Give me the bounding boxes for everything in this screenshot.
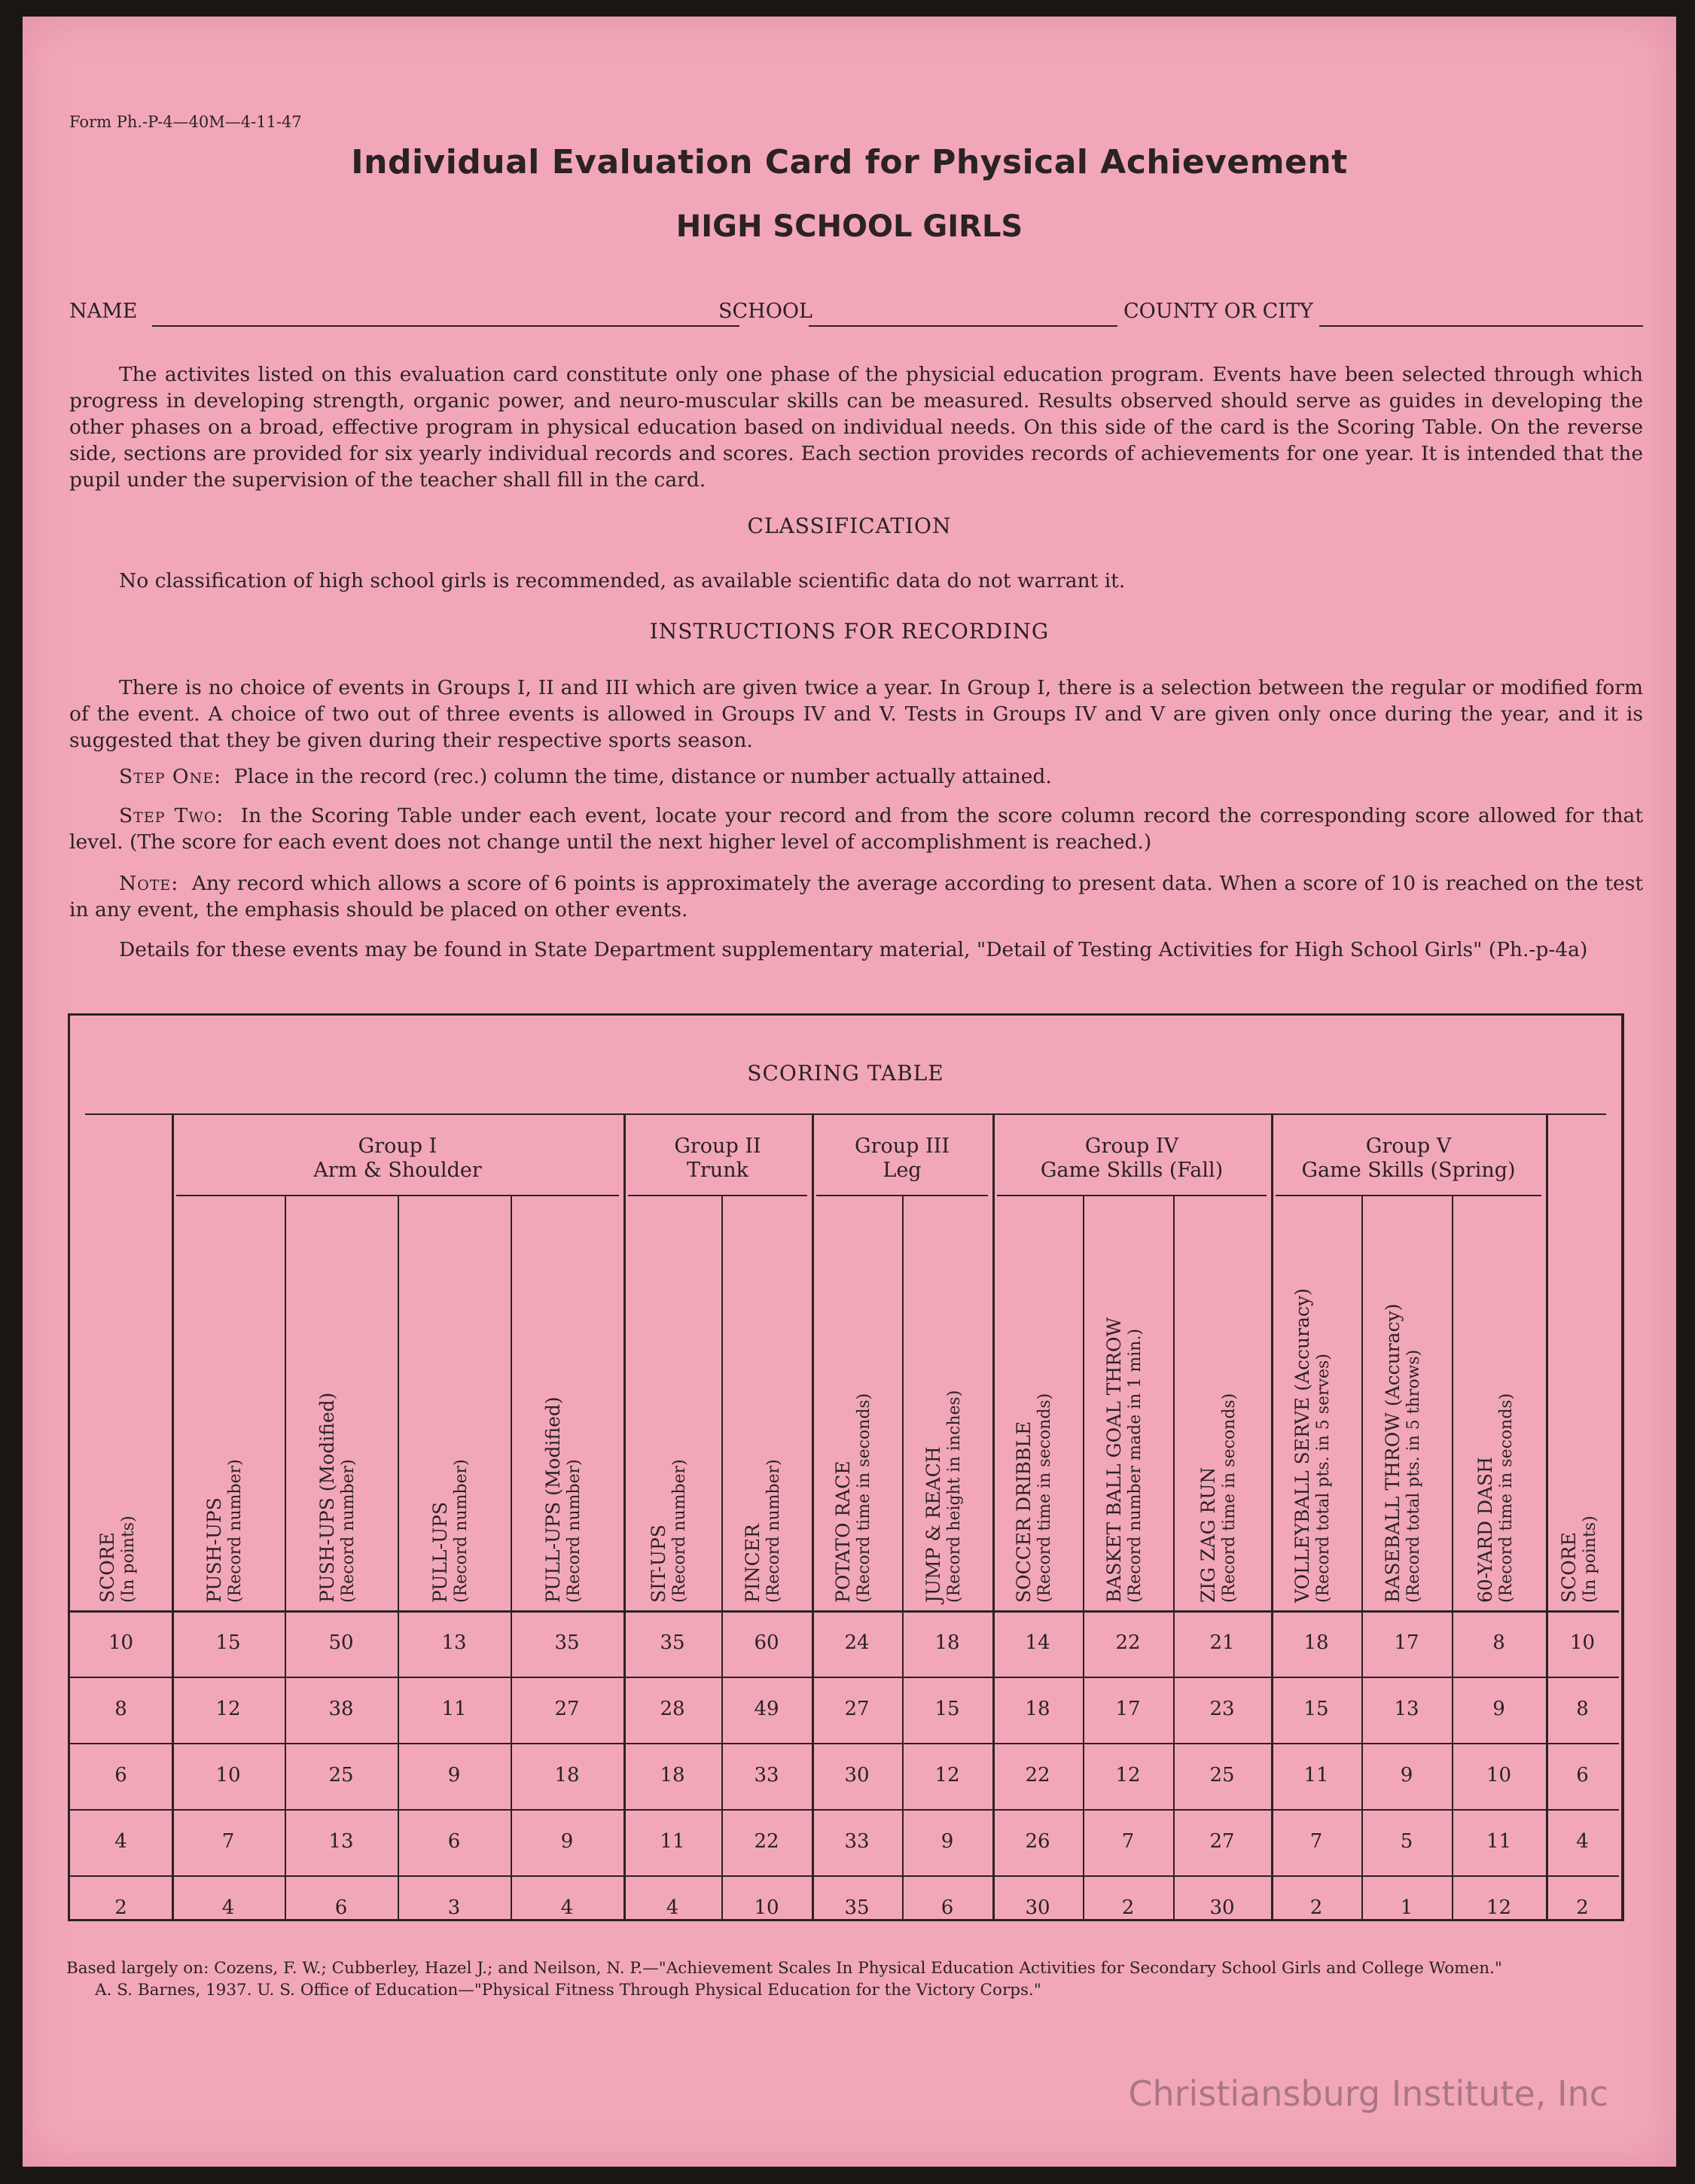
form-number: Form Ph.-P-4—40M—4-11-47 <box>69 113 302 131</box>
column-rule <box>172 1113 174 1919</box>
record-cell: 11 <box>1486 1830 1512 1853</box>
step-two <box>69 803 1643 855</box>
column-unit: (Record number) <box>339 1459 358 1603</box>
record-cell: 7 <box>221 1830 235 1853</box>
record-cell: 12 <box>934 1764 960 1786</box>
record-cell: 50 <box>328 1631 354 1654</box>
row-rule <box>70 1809 1619 1811</box>
instructions-text: There is no choice of events in Groups I, II and III which are given twice a year. In Group I, there is a selection between the regular or modified form of the event. A choice of two out of three events is allowed in Groups IV and V. Tests in Groups IV and V are given only once during the year, and it is suggested that they be given during their respective sports season. <box>69 676 1643 752</box>
record-cell: 18 <box>660 1764 685 1786</box>
record-cell: 24 <box>844 1631 870 1654</box>
column-header <box>1559 1196 1619 1603</box>
column-header <box>430 1196 490 1603</box>
note-text: Any record which allows a score of 6 points is approximately the average according to present data. When a score of 10 is reached on the test in any event, the emphasis should be placed on other events. <box>69 872 1643 921</box>
column-name: BASKET BALL GOAL THROW <box>1103 1317 1125 1603</box>
record-cell: 25 <box>1209 1764 1235 1786</box>
group-name: Group V <box>1365 1135 1452 1158</box>
score-cell: 4 <box>114 1830 127 1853</box>
school-label: SCHOOL <box>718 300 812 323</box>
record-cell: 6 <box>334 1896 348 1919</box>
column-unit: (Record number made in 1 min.) <box>1126 1328 1145 1603</box>
row-rule <box>70 1677 1619 1678</box>
score-cell: 10 <box>1569 1631 1596 1654</box>
column-name: PULL-UPS <box>429 1501 451 1603</box>
step-one-label: Step One: <box>119 765 222 788</box>
column-header <box>543 1196 603 1603</box>
column-header <box>1198 1196 1258 1603</box>
scoring-table <box>68 1013 1624 1921</box>
group-name: Group II <box>674 1135 761 1158</box>
column-name: SCORE <box>1557 1532 1580 1603</box>
classification-text: No classification of high school girls is recommended, as available scientific data do not warrant it. <box>119 569 1126 592</box>
record-cell: 9 <box>1492 1698 1505 1720</box>
column-name: ZIG ZAG RUN <box>1197 1467 1219 1603</box>
record-cell: 35 <box>554 1631 580 1654</box>
record-cell: 27 <box>1209 1830 1235 1853</box>
step-one <box>69 763 1643 790</box>
row-rule <box>70 1743 1619 1744</box>
column-header <box>742 1196 803 1603</box>
group-header <box>992 1135 1271 1183</box>
column-header <box>204 1196 264 1603</box>
record-cell: 10 <box>1486 1764 1512 1786</box>
score-cell: 6 <box>1576 1764 1589 1786</box>
score-cell: 10 <box>108 1631 134 1654</box>
record-cell: 7 <box>1121 1830 1135 1853</box>
record-cell: 10 <box>215 1764 241 1786</box>
record-cell: 33 <box>754 1764 779 1786</box>
column-header <box>1383 1196 1443 1603</box>
page-title: Individual Evaluation Card for Physical Achievement <box>351 143 1348 181</box>
footnote-line-2: A. S. Barnes, 1937. U. S. Office of Education—"Physical Fitness Through Physical Education for the Victory Corps." <box>95 1981 1041 2000</box>
record-cell: 30 <box>844 1764 870 1786</box>
group-header <box>623 1135 812 1183</box>
record-cell: 27 <box>844 1698 870 1720</box>
note-label: Note: <box>119 872 179 895</box>
column-unit: (Record number) <box>764 1459 783 1603</box>
column-unit: (Record number) <box>226 1459 245 1603</box>
group-category: Leg <box>883 1159 922 1182</box>
details-text: Details for these events may be found in State Department supplementary material, "Detail of Testing Activities for High School Girls" (Ph.-p-4a) <box>119 938 1588 961</box>
column-name: SOCCER DRIBBLE <box>1013 1421 1035 1603</box>
record-cell: 26 <box>1025 1830 1050 1853</box>
record-cell: 12 <box>1486 1896 1512 1919</box>
record-cell: 6 <box>940 1896 954 1919</box>
group-category: Game Skills (Fall) <box>1040 1159 1224 1182</box>
record-cell: 49 <box>754 1698 779 1720</box>
record-cell: 9 <box>447 1764 461 1786</box>
score-cell: 6 <box>114 1764 127 1786</box>
column-rule <box>992 1113 995 1919</box>
group-category: Arm & Shoulder <box>313 1159 482 1182</box>
record-cell: 6 <box>447 1830 461 1853</box>
column-header <box>648 1196 709 1603</box>
record-cell: 12 <box>215 1698 241 1720</box>
record-cell: 4 <box>666 1896 679 1919</box>
column-rule <box>623 1113 626 1919</box>
column-name: POTATO RACE <box>832 1461 854 1603</box>
student-fields <box>69 300 1643 330</box>
record-cell: 14 <box>1025 1631 1050 1654</box>
column-unit: (Record time in seconds) <box>855 1393 873 1603</box>
record-cell: 18 <box>1303 1631 1329 1654</box>
group-name: Group III <box>855 1135 950 1158</box>
step-two-label: Step Two: <box>119 804 224 827</box>
column-name: PUSH-UPS (Modified) <box>316 1392 338 1603</box>
record-cell: 35 <box>844 1896 870 1919</box>
table-title-rule <box>85 1113 1606 1115</box>
record-cell: 35 <box>660 1631 685 1654</box>
row-rule <box>70 1875 1619 1877</box>
column-name: BASEBALL THROW (Accuracy) <box>1382 1303 1404 1603</box>
group-name: Group IV <box>1084 1135 1179 1158</box>
record-cell: 9 <box>1400 1764 1413 1786</box>
record-cell: 4 <box>560 1896 574 1919</box>
record-cell: 13 <box>441 1631 467 1654</box>
record-cell: 23 <box>1209 1698 1235 1720</box>
score-cell: 8 <box>1576 1698 1589 1720</box>
step-two-text: In the Scoring Table under each event, locate your record and from the score column record the corresponding score allowed for that level. (The score for each event does not change until the next higher level of accomplishment is reached.) <box>69 804 1643 854</box>
record-cell: 60 <box>754 1631 779 1654</box>
column-name: PULL-UPS (Modified) <box>542 1397 564 1603</box>
footnote-line-1: Based largely on: Cozens, F. W.; Cubberley, Hazel J.; and Neilson, N. P.—"Achievement Scales In Physical Education Activities for Secondary School Girls and College Women." <box>66 1959 1502 1978</box>
record-cell: 2 <box>1121 1896 1135 1919</box>
score-cell: 4 <box>1576 1830 1589 1853</box>
scoring-table-title: SCORING TABLE <box>747 1061 944 1086</box>
record-cell: 28 <box>660 1698 685 1720</box>
column-name: 60-YARD DASH <box>1474 1457 1496 1603</box>
record-cell: 22 <box>1025 1764 1050 1786</box>
score-cell: 8 <box>114 1698 127 1720</box>
record-cell: 30 <box>1025 1896 1050 1919</box>
column-header <box>317 1196 377 1603</box>
score-cell: 2 <box>114 1896 127 1919</box>
page-subtitle: HIGH SCHOOL GIRLS <box>675 209 1023 244</box>
step-one-text: Place in the record (rec.) column the time, distance or number actually attained. <box>233 765 1052 788</box>
name-label: NAME <box>69 300 138 323</box>
column-header <box>923 1196 983 1603</box>
record-cell: 22 <box>754 1830 779 1853</box>
record-cell: 17 <box>1394 1631 1419 1654</box>
column-header <box>1014 1196 1074 1603</box>
record-cell: 10 <box>754 1896 779 1919</box>
record-cell: 15 <box>934 1698 960 1720</box>
record-cell: 18 <box>1025 1698 1050 1720</box>
record-cell: 11 <box>660 1830 685 1853</box>
column-rule <box>812 1113 814 1919</box>
column-unit: (Record height in inches) <box>945 1390 964 1603</box>
record-cell: 18 <box>554 1764 580 1786</box>
column-header <box>833 1196 893 1603</box>
column-unit: (In points) <box>1580 1515 1599 1603</box>
record-cell: 4 <box>221 1896 235 1919</box>
column-header <box>1475 1196 1535 1603</box>
record-cell: 15 <box>215 1631 241 1654</box>
group-category: Trunk <box>686 1159 749 1182</box>
column-name: VOLLEYBALL SERVE (Accuracy) <box>1291 1288 1313 1603</box>
record-cell: 18 <box>934 1631 960 1654</box>
group-header <box>172 1135 623 1183</box>
column-rule <box>1271 1113 1273 1919</box>
record-cell: 9 <box>560 1830 574 1853</box>
score-cell: 2 <box>1576 1896 1589 1919</box>
record-cell: 33 <box>844 1830 870 1853</box>
column-unit: (Record time in seconds) <box>1035 1393 1054 1603</box>
record-cell: 22 <box>1115 1631 1141 1654</box>
record-cell: 38 <box>328 1698 354 1720</box>
record-cell: 13 <box>328 1830 354 1853</box>
column-unit: (Record number) <box>565 1459 584 1603</box>
record-cell: 9 <box>940 1830 954 1853</box>
county-field[interactable] <box>1319 325 1643 327</box>
column-name: SCORE <box>96 1532 118 1603</box>
record-cell: 1 <box>1400 1896 1413 1919</box>
record-cell: 25 <box>328 1764 354 1786</box>
column-name: SIT-UPS <box>648 1525 669 1603</box>
instructions-heading: INSTRUCTIONS FOR RECORDING <box>649 619 1050 644</box>
group-header <box>1271 1135 1546 1183</box>
record-cell: 5 <box>1400 1830 1413 1853</box>
intro-paragraph: The activites listed on this evaluation card constitute only one phase of the physicial education program. Events have been selected through which progress in developing strength, organic power, and neuro-muscular skills can be measured. Results observed should serve as guides in developing the other phases on a broad, effective program in physical education based on individual needs. On this side of the card is the Scoring Table. On the reverse side, sections are provided for six yearly individual records and scores. Each section provides records of achievements for one year. It is intended that the pupil under the supervision of the teacher shall fill in the card. <box>69 363 1643 492</box>
header-bottom-rule <box>70 1610 1619 1613</box>
group-name: Group I <box>358 1135 437 1158</box>
record-cell: 27 <box>554 1698 580 1720</box>
column-name: JUMP & REACH <box>922 1446 944 1603</box>
group-category: Game Skills (Spring) <box>1301 1159 1516 1182</box>
column-rule <box>1546 1113 1548 1919</box>
record-cell: 11 <box>441 1698 467 1720</box>
column-name: PINCER <box>742 1524 764 1603</box>
column-unit: (Record number) <box>670 1459 689 1603</box>
watermark: Christiansburg Institute, Inc <box>1128 2073 1608 2114</box>
note <box>69 870 1643 923</box>
column-header <box>97 1196 157 1603</box>
column-unit: (In points) <box>118 1515 138 1603</box>
footnote <box>66 1957 1648 2001</box>
record-cell: 30 <box>1209 1896 1235 1919</box>
record-cell: 15 <box>1303 1698 1329 1720</box>
column-name: PUSH-UPS <box>203 1497 225 1603</box>
record-cell: 3 <box>447 1896 461 1919</box>
record-cell: 21 <box>1209 1631 1235 1654</box>
classification-heading: CLASSIFICATION <box>747 513 952 538</box>
school-field[interactable] <box>809 325 1117 327</box>
county-label: COUNTY OR CITY <box>1123 300 1313 323</box>
column-unit: (Record time in seconds) <box>1496 1393 1516 1603</box>
column-header <box>1292 1196 1352 1603</box>
evaluation-card <box>23 17 1676 2167</box>
record-cell: 11 <box>1303 1764 1329 1786</box>
group-header <box>812 1135 992 1183</box>
record-cell: 8 <box>1492 1631 1505 1654</box>
record-cell: 13 <box>1394 1698 1419 1720</box>
record-cell: 7 <box>1309 1830 1323 1853</box>
column-unit: (Record total pts. in 5 throws) <box>1404 1349 1423 1603</box>
name-field[interactable] <box>152 325 739 327</box>
record-cell: 2 <box>1309 1896 1323 1919</box>
column-unit: (Record time in seconds) <box>1220 1393 1239 1603</box>
column-unit: (Record number) <box>452 1459 471 1603</box>
record-cell: 12 <box>1115 1764 1141 1786</box>
record-cell: 17 <box>1115 1698 1141 1720</box>
column-unit: (Record total pts. in 5 serves) <box>1314 1354 1333 1603</box>
column-header <box>1104 1196 1164 1603</box>
